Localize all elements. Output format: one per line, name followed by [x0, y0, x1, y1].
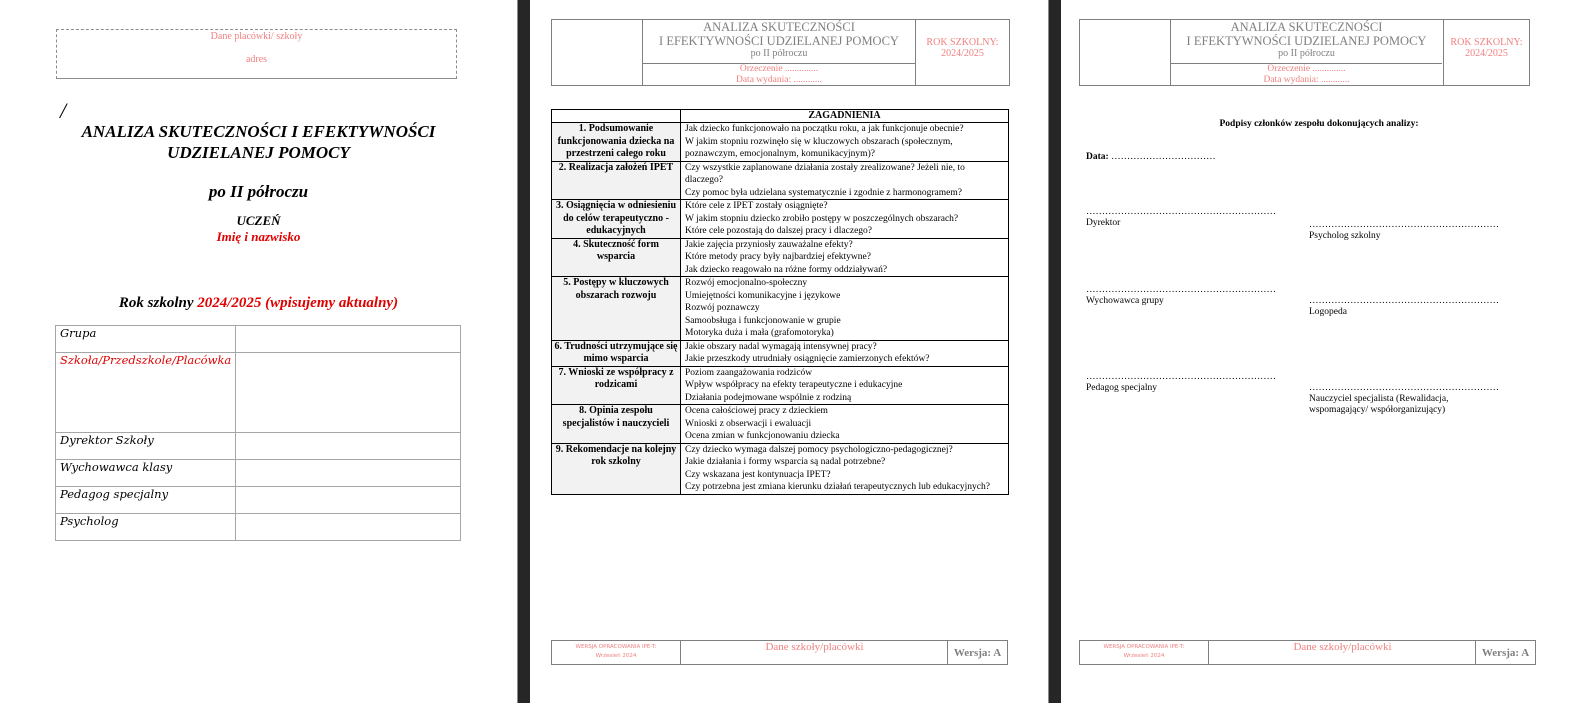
info-label: Psycholog	[56, 514, 236, 541]
signature-nauczyciel[interactable]	[1309, 383, 1499, 416]
issue-topic: 7. Wnioski ze współpracy z rodzicami	[552, 366, 681, 405]
signature-label: Wychowawca grupy	[1086, 296, 1164, 306]
header-year-value: 2024/2025	[941, 48, 984, 59]
document-page-1	[0, 0, 518, 703]
issue-topic: 3. Osiągnięcia w odniesieniu do celów terapeutyczno - edukacyjnych	[552, 200, 681, 239]
issues-row	[552, 340, 1009, 366]
signature-label: Pedagog specjalny	[1086, 383, 1157, 393]
issues-table	[551, 109, 1009, 495]
issue-question: Czy pomoc była udzielana systematycznie i zgodnie z harmonogramem?	[685, 187, 962, 198]
issue-question: Jak dziecko reagowało na różne formy oddziaływań?	[685, 264, 888, 275]
issue-question: Czy wszystkie zaplanowane działania zostały zrealizowane? Jeżeli nie, to	[685, 162, 965, 173]
issue-topic: 4. Skuteczność form wsparcia	[552, 238, 681, 277]
header-title-line-2: I EFEKTYWNOŚCI UDZIELANEJ POMOCY	[659, 34, 899, 48]
issues-header: ZAGADNIENIA	[681, 110, 1009, 123]
issue-questions[interactable]	[681, 238, 1009, 277]
signature-label: Logopeda	[1309, 307, 1347, 317]
issues-table-header	[552, 110, 1009, 123]
title-line-2: UDZIELANEJ POMOCY	[167, 143, 350, 162]
footer-version-cell	[1080, 641, 1209, 664]
signature-line: ……………………………………………………	[1309, 383, 1499, 393]
issue-question: Które metody pracy były najbardziej efektywne?	[685, 252, 871, 262]
page-footer[interactable]	[1079, 640, 1536, 665]
issues-row	[552, 123, 1009, 162]
school-year-value[interactable]: 2024/2025 (wpisujemy aktualny)	[197, 295, 399, 311]
institution-name: Dane placówki/ szkoły	[210, 31, 303, 42]
document-page-3	[1061, 0, 1577, 703]
issue-questions[interactable]	[681, 277, 1009, 341]
header-title-line-3: po II półroczu	[1278, 48, 1335, 59]
signature-label: Dyrektor	[1086, 218, 1121, 228]
signature-pedagog[interactable]	[1086, 372, 1276, 394]
info-value[interactable]	[236, 326, 461, 353]
header-orzeczenie: Orzeczenie ..............	[739, 64, 819, 74]
issues-row	[552, 161, 1009, 200]
issues-row	[552, 277, 1009, 341]
issue-question: Rozwój poznawczy	[685, 303, 760, 313]
issue-question: Poziom zaangażowania rodziców	[685, 367, 813, 378]
header-title-line-1: ANALIZA SKUTECZNOŚCI	[1230, 20, 1383, 34]
issue-questions[interactable]	[681, 161, 1009, 200]
issues-row	[552, 200, 1009, 239]
footer-version-date: Wrzesień 2024	[595, 653, 637, 659]
issue-question: W jakim stopniu dziecko zrobiło postępy w poszczególnych obszarach?	[685, 213, 959, 224]
signature-logopeda[interactable]	[1309, 296, 1499, 318]
signature-line: ……………………………………………………	[1309, 220, 1499, 230]
signature-date[interactable]	[1086, 152, 1216, 162]
info-row	[56, 353, 461, 433]
info-value[interactable]	[236, 487, 461, 514]
issue-questions[interactable]	[681, 340, 1009, 366]
header-year-label: ROK SZKOLNY:	[1450, 37, 1523, 48]
issue-question: Jakie działania i formy wsparcia są nadal potrzebne?	[685, 457, 886, 467]
issue-question: Wpływ współpracy na efekty terapeutyczne i edukacyjne	[685, 380, 903, 390]
issue-question: Działania podejmowane wspólnie z rodziną	[685, 392, 852, 403]
header-year-label: ROK SZKOLNY:	[926, 37, 999, 48]
header-title-line-3: po II półroczu	[750, 48, 808, 59]
info-value[interactable]	[236, 514, 461, 541]
info-label: Grupa	[56, 326, 236, 353]
issue-topic: 5. Postępy w kluczowych obszarach rozwoju	[552, 277, 681, 341]
header-orzeczenie: Orzeczenie ..............	[1267, 64, 1346, 74]
issue-question: Czy potrzebna jest zmiana kierunku działań terapeutycznych lub edukacyjnych?	[685, 482, 990, 492]
footer-version-cell	[552, 641, 681, 664]
page-header[interactable]	[551, 19, 1010, 86]
signature-line: ……………………………………………………	[1086, 285, 1276, 295]
issue-questions[interactable]	[681, 443, 1009, 494]
institution-address: adres	[245, 54, 268, 65]
info-value[interactable]	[236, 433, 461, 460]
header-logo-cell	[552, 20, 643, 85]
issue-question: Rozwój emocjonalno-społeczny	[685, 278, 808, 288]
issue-question: Motoryka duża i mała (grafomotoryka)	[685, 328, 834, 338]
date-label: Data:	[1086, 152, 1109, 162]
footer-version-label: WERSJA OPRACOWANIA IPE-T:	[575, 644, 657, 650]
signature-line: ……………………………………………………	[1086, 372, 1276, 382]
info-row	[56, 326, 461, 353]
header-year-value: 2024/2025	[1465, 48, 1508, 59]
issue-question: Jakie obszary nadal wymagają intensywnej pracy?	[685, 341, 877, 352]
issue-topic: 9. Rekomendacje na kolejny rok szkolny	[552, 443, 681, 494]
page-separator	[1048, 0, 1062, 703]
info-row	[56, 514, 461, 541]
issue-question: Ocena całościowej pracy z dzieckiem	[685, 406, 828, 416]
info-label: Szkoła/Przedszkole/Placówka	[56, 353, 236, 433]
info-label: Pedagog specjalny	[56, 487, 236, 514]
header-title-cell	[643, 20, 915, 85]
issue-question: Czy dziecko wymaga dalszej pomocy psychologiczno-pedagogicznej?	[685, 444, 953, 455]
document-title	[56, 121, 461, 163]
text-cursor-slash: /	[60, 98, 67, 123]
title-line-1: ANALIZA SKUTECZNOŚCI I EFEKTYWNOŚCI	[81, 122, 436, 141]
issue-question: poznawczym, emocjonalnym, komunikacyjnym)?	[685, 149, 875, 159]
institution-box[interactable]	[56, 29, 457, 79]
info-value[interactable]	[236, 353, 461, 433]
issue-topic: 8. Opinia zespołu specjalistów i nauczycieli	[552, 405, 681, 444]
signature-line: ……………………………………………………	[1309, 296, 1499, 306]
info-table	[55, 325, 461, 541]
info-row	[56, 460, 461, 487]
header-logo-cell	[1080, 20, 1171, 85]
student-name[interactable]: Imię i nazwisko	[216, 229, 301, 244]
signature-psycholog[interactable]	[1309, 220, 1499, 242]
info-label: Dyrektor Szkoły	[56, 433, 236, 460]
signature-label-continued: wspomagający/ współorganizujący)	[1309, 405, 1446, 415]
issues-row	[552, 238, 1009, 277]
issue-question: Umiejętności komunikacyjne i językowe	[685, 290, 841, 301]
info-value[interactable]	[236, 460, 461, 487]
signature-label: Psycholog szkolny	[1309, 231, 1381, 241]
footer-version-label: WERSJA OPRACOWANIA IPE-T:	[1103, 644, 1185, 650]
issue-question: Ocena zmian w funkcjonowaniu dziecka	[685, 431, 840, 441]
issue-question: Jakie zajęcia przyniosły zauważalne efekty?	[685, 239, 853, 250]
issue-questions[interactable]	[681, 123, 1009, 162]
issues-row	[552, 405, 1009, 444]
page-footer[interactable]	[551, 640, 1008, 665]
issue-topic: 6. Trudności utrzymujące się mimo wsparcia	[552, 340, 681, 366]
header-title-line-1: ANALIZA SKUTECZNOŚCI	[703, 20, 855, 34]
page-separator	[517, 0, 531, 703]
issue-question: Samoobsługa i funkcjonowanie w grupie	[685, 315, 841, 326]
footer-wersja: Wersja: A	[1475, 641, 1535, 664]
signature-line: ……………………………………………………	[1086, 207, 1276, 217]
signature-dyrektor[interactable]	[1086, 207, 1276, 229]
footer-school: Dane szkoły/placówki	[1293, 641, 1392, 653]
header-empty-cell	[552, 110, 681, 123]
info-row	[56, 487, 461, 514]
signature-label: Nauczyciel specjalista (Rewalidacja,	[1309, 394, 1449, 404]
footer-wersja: Wersja: A	[947, 641, 1007, 664]
issue-topic: 2. Realizacja założeń IPET	[552, 161, 681, 200]
date-dots: ……………………………	[1108, 152, 1216, 162]
document-subtitle: po II półroczu	[208, 182, 309, 201]
issue-question: Jak dziecko funkcjonowało na początku roku, a jak funkcjonuje obecnie?	[685, 124, 964, 134]
page-header[interactable]	[1079, 19, 1530, 86]
issue-questions[interactable]	[681, 200, 1009, 239]
signature-wychowawca[interactable]	[1086, 285, 1276, 307]
issue-question: Wnioski z obserwacji i ewaluacji	[685, 418, 812, 429]
header-year-cell	[915, 20, 1009, 85]
signatures-title: Podpisy członków zespołu dokonujących analizy:	[1219, 119, 1419, 129]
info-label: Wychowawca klasy	[56, 460, 236, 487]
header-year-cell	[1443, 20, 1529, 85]
issue-question: Które cele pozostają do dalszej pracy i dlaczego?	[685, 226, 873, 236]
document-page-2	[530, 0, 1049, 703]
info-row	[56, 433, 461, 460]
header-title-cell	[1171, 20, 1442, 85]
footer-version-date: Wrzesień 2024	[1123, 653, 1165, 659]
issue-question: Jakie przeszkody utrudniały osiągnięcie zamierzonych efektów?	[685, 354, 930, 364]
student-label: UCZEŃ	[236, 213, 281, 228]
issue-questions[interactable]	[681, 366, 1009, 405]
footer-school: Dane szkoły/placówki	[765, 641, 864, 653]
header-data-wydania: Data wydania: ............	[735, 75, 822, 85]
issue-question: Czy wskazana jest kontynuacja IPET?	[685, 469, 831, 480]
issues-row	[552, 366, 1009, 405]
issue-questions[interactable]	[681, 405, 1009, 444]
header-data-wydania: Data wydania: ............	[1263, 75, 1350, 85]
issue-topic: 1. Podsumowanie funkcjonowania dziecka na przestrzeni całego roku	[552, 123, 681, 162]
issue-question: dlaczego?	[685, 175, 723, 185]
school-year-label: Rok szkolny	[118, 295, 198, 311]
issue-question: W jakim stopniu rozwinęło się w kluczowych obszarach (społecznym,	[685, 136, 953, 147]
issues-row	[552, 443, 1009, 494]
header-title-line-2: I EFEKTYWNOŚCI UDZIELANEJ POMOCY	[1186, 34, 1427, 48]
issue-question: Które cele z IPET zostały osiągnięte?	[685, 201, 828, 211]
school-year	[56, 295, 461, 312]
